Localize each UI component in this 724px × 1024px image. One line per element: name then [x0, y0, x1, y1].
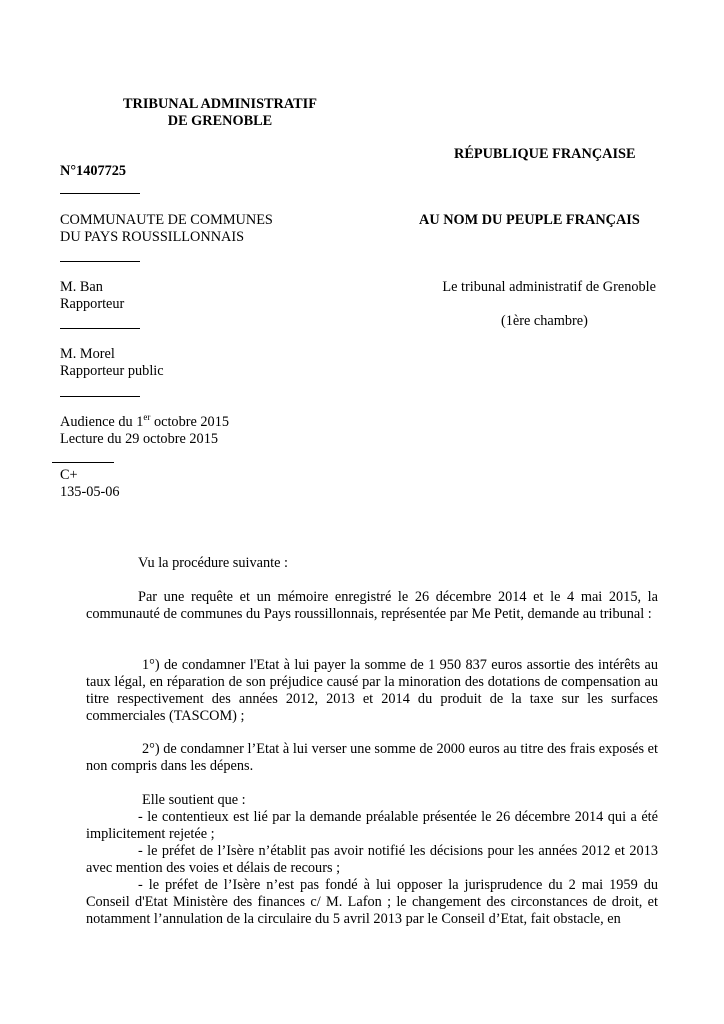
reading-date: Lecture du 29 octobre 2015	[60, 431, 219, 447]
separator-rule	[60, 193, 140, 194]
paragraph-claim-1: 1°) de condamner l'Etat à lui payer la somme de 1 950 837 euros assortie des intérêts au taux légal, en réparation de son préjudice causé par la minoration des dotations de compensation au titre respectivement des années 2012, 2013 et 2014 du produit de la taxe sur les surfaces commerciales (TASCOM) ;	[86, 657, 658, 724]
public-rapporteur-name: M. Morel	[60, 346, 115, 362]
court-name-line1: TRIBUNAL ADMINISTRATIF	[123, 96, 317, 112]
hearing-date-prefix: Audience du 1	[60, 414, 144, 430]
paragraph-request: Par une requête et un mémoire enregistré le 26 décembre 2014 et le 4 mai 2015, la communauté de communes du Pays roussillonnais, représentée par Me Petit, demande au tribunal :	[86, 589, 658, 622]
tribunal-line: Le tribunal administratif de Grenoble	[442, 279, 656, 295]
argument-item-3: - le préfet de l’Isère n’est pas fondé à lui opposer la jurisprudence du 2 mai 1959 du Conseil d'Etat Ministère des finances c/ M. Lafon ; le changement des circonstances de droit, et notamment l’annulation de la circulaire du 5 avril 2013 par le Conseil d’Etat, fait obstacle, en	[86, 877, 658, 927]
separator-rule	[60, 396, 140, 397]
case-number: N°1407725	[60, 163, 127, 179]
separator-rule	[52, 462, 114, 463]
separator-rule	[60, 328, 140, 329]
paragraph-claim-2: 2°) de condamner l’Etat à lui verser une somme de 2000 euros au titre des frais exposés et non compris dans les dépens.	[86, 741, 658, 774]
separator-rule	[60, 261, 140, 262]
hearing-date-superscript: er	[143, 412, 151, 423]
republic-heading: RÉPUBLIQUE FRANÇAISE	[454, 146, 636, 162]
arguments-intro: Elle soutient que :	[142, 792, 246, 808]
in-the-name-heading: AU NOM DU PEUPLE FRANÇAIS	[419, 212, 640, 228]
court-name-line2: DE GRENOBLE	[167, 113, 273, 129]
classification-code2: 135-05-06	[60, 484, 120, 500]
chamber-label: (1ère chambre)	[501, 313, 588, 329]
rapporteur-role: Rapporteur	[60, 296, 125, 312]
party-name-line1: COMMUNAUTE DE COMMUNES	[60, 212, 273, 228]
rapporteur-name: M. Ban	[60, 279, 103, 295]
hearing-date-suffix: octobre 2015	[150, 414, 229, 430]
public-rapporteur-role: Rapporteur public	[60, 363, 164, 379]
argument-item-2: - le préfet de l’Isère n’établit pas avoir notifié les décisions pour les années 2012 et 2013 avec mention des voies et délais de recours ;	[86, 843, 658, 876]
classification-code1: C+	[60, 467, 78, 483]
party-name-line2: DU PAYS ROUSSILLONNAIS	[60, 229, 245, 245]
hearing-date	[60, 414, 229, 431]
procedure-heading: Vu la procédure suivante :	[138, 555, 288, 571]
argument-item-1: - le contentieux est lié par la demande préalable présentée le 26 décembre 2014 qui a été implicitement rejetée ;	[86, 809, 658, 842]
